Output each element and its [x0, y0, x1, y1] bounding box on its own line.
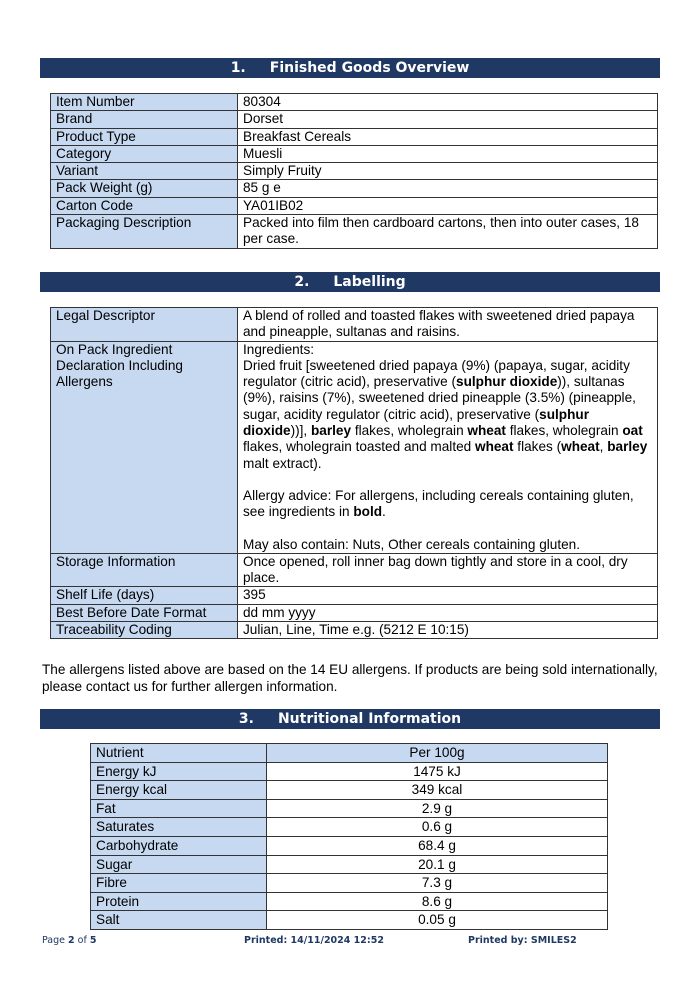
section-header-labelling	[40, 272, 660, 292]
row-value: Simply Fruity	[238, 163, 658, 180]
ingredients-heading: Ingredients:	[243, 341, 315, 357]
allergy-advice-text: Allergy advice: For allergens, including cereals containing gluten, see ingredients in	[243, 487, 634, 520]
ingredient-text: flakes, wholegrain toasted and malted	[243, 439, 475, 455]
table-row	[51, 215, 658, 249]
ingredient-text: Dried fruit [sweetened dried papaya (9%) (papaya, sugar, acidity regulator (citric acid), preservative (	[243, 357, 630, 390]
table-row	[91, 874, 608, 893]
nutrient-name: Carbohydrate	[91, 836, 267, 855]
section-header-overview	[40, 58, 660, 78]
column-header: Nutrient	[91, 744, 267, 763]
section-number: 2.	[294, 274, 310, 290]
row-label: Pack Weight (g)	[51, 180, 238, 197]
allergy-advice-bold: bold	[353, 504, 383, 520]
page-prefix: Page	[42, 935, 69, 946]
ingredient-text: flakes, wholegrain	[351, 423, 468, 439]
may-contain: May also contain: Nuts, Other cereals containing gluten.	[243, 536, 581, 552]
nutrient-name: Energy kJ	[91, 762, 267, 781]
printed-by: Printed by: SMILES2	[468, 935, 577, 946]
nutrient-value: 20.1 g	[267, 855, 608, 874]
row-value: Packed into film then cardboard cartons, then into outer cases, 18 per case.	[238, 215, 658, 249]
page-total: 5	[89, 935, 97, 946]
ingredients-cell	[238, 341, 658, 553]
nutrient-name: Salt	[91, 911, 267, 930]
row-label: Legal Descriptor	[51, 308, 238, 342]
section-title: Labelling	[333, 274, 406, 290]
row-value: Julian, Line, Time e.g. (5212 E 10:15)	[238, 622, 658, 639]
overview-table	[50, 93, 658, 249]
printed-timestamp: Printed: 14/11/2024 12:52	[244, 935, 384, 946]
labelling-table	[50, 307, 658, 639]
row-label: Packaging Description	[51, 215, 238, 249]
allergen-text: wheat	[475, 439, 514, 455]
row-value: Dorset	[238, 111, 658, 128]
spacer	[243, 521, 652, 537]
row-label: On Pack Ingredient Declaration Including Allergens	[51, 341, 238, 553]
table-row	[51, 197, 658, 214]
page-of: of	[74, 935, 90, 946]
section-title: Finished Goods Overview	[269, 60, 470, 76]
row-label: Variant	[51, 163, 238, 180]
table-row	[51, 145, 658, 162]
ingredient-text: ,	[599, 439, 608, 455]
table-row	[91, 892, 608, 911]
table-row	[91, 836, 608, 855]
table-row	[51, 94, 658, 111]
row-label: Storage Information	[51, 553, 238, 587]
page-indicator	[42, 935, 96, 946]
nutrient-name: Fibre	[91, 874, 267, 893]
ingredient-text: flakes (	[513, 439, 562, 455]
nutrient-name: Saturates	[91, 818, 267, 837]
table-row	[91, 762, 608, 781]
section-number: 1.	[230, 60, 246, 76]
row-label: Shelf Life (days)	[51, 587, 238, 604]
nutrient-value: 2.9 g	[267, 799, 608, 818]
ingredient-text: malt extract).	[243, 455, 322, 471]
table-row	[91, 781, 608, 800]
page-number: 2	[68, 935, 75, 946]
allergy-advice-end: .	[382, 504, 386, 520]
section-title: Nutritional Information	[277, 711, 462, 727]
nutrient-value: 7.3 g	[267, 874, 608, 893]
table-row	[51, 553, 658, 587]
table-row	[51, 128, 658, 145]
row-label: Brand	[51, 111, 238, 128]
allergy-advice	[243, 488, 652, 521]
nutrient-value: 349 kcal	[267, 781, 608, 800]
allergen-text: oat	[622, 423, 643, 439]
row-value: dd mm yyyy	[238, 604, 658, 621]
ingredient-text: )), sultanas (9%), raisins (7%), sweetened dried pineapple (3.5%) (pineapple, sugar, acidity regulator (citric acid), preservative (	[243, 374, 636, 422]
row-label: Item Number	[51, 94, 238, 111]
row-value: 395	[238, 587, 658, 604]
row-value: YA01IB02	[238, 197, 658, 214]
nutrient-value: 0.05 g	[267, 911, 608, 930]
column-header: Per 100g	[267, 744, 608, 763]
table-row	[91, 818, 608, 837]
nutrient-value: 68.4 g	[267, 836, 608, 855]
nutrition-table	[90, 743, 608, 930]
row-value: Muesli	[238, 145, 658, 162]
table-row	[51, 163, 658, 180]
allergen-text: barley	[310, 423, 352, 439]
allergen-text: sulphur dioxide	[456, 374, 558, 390]
table-row	[51, 341, 658, 553]
table-row	[91, 799, 608, 818]
table-row	[51, 587, 658, 604]
nutrient-value: 8.6 g	[267, 892, 608, 911]
row-value: Breakfast Cereals	[238, 128, 658, 145]
ingredient-text: ))],	[290, 423, 311, 439]
ingredients-text	[243, 358, 652, 472]
nutrient-name: Sugar	[91, 855, 267, 874]
nutrient-value: 0.6 g	[267, 818, 608, 837]
row-label: Carton Code	[51, 197, 238, 214]
row-value: 80304	[238, 94, 658, 111]
row-value: 85 g e	[238, 180, 658, 197]
table-row	[51, 180, 658, 197]
section-header-nutrition	[40, 709, 660, 729]
row-label: Product Type	[51, 128, 238, 145]
table-row	[51, 308, 658, 342]
allergen-text: wheat	[561, 439, 600, 455]
row-label: Traceability Coding	[51, 622, 238, 639]
nutrient-value: 1475 kJ	[267, 762, 608, 781]
table-header-row	[91, 744, 608, 763]
nutrient-name: Energy kcal	[91, 781, 267, 800]
row-value: Once opened, roll inner bag down tightly and store in a cool, dry place.	[238, 553, 658, 587]
ingredient-text: flakes, wholegrain	[505, 423, 623, 439]
nutrient-name: Protein	[91, 892, 267, 911]
table-row	[51, 622, 658, 639]
spacer	[243, 472, 652, 488]
allergen-text: wheat	[467, 423, 506, 439]
row-label: Best Before Date Format	[51, 604, 238, 621]
table-row	[91, 911, 608, 930]
allergen-note: The allergens listed above are based on the 14 EU allergens. If products are being sold internationally, please contact us for further allergen information.	[42, 662, 658, 694]
table-row	[91, 855, 608, 874]
nutrient-name: Fat	[91, 799, 267, 818]
table-row	[51, 604, 658, 621]
table-row	[51, 111, 658, 128]
row-label: Category	[51, 145, 238, 162]
allergen-text: sulphur dioxide	[243, 406, 589, 439]
section-number: 3.	[238, 711, 254, 727]
row-value: A blend of rolled and toasted flakes with sweetened dried papaya and pineapple, sultanas and raisins.	[238, 308, 658, 342]
allergen-text: barley	[607, 439, 648, 455]
